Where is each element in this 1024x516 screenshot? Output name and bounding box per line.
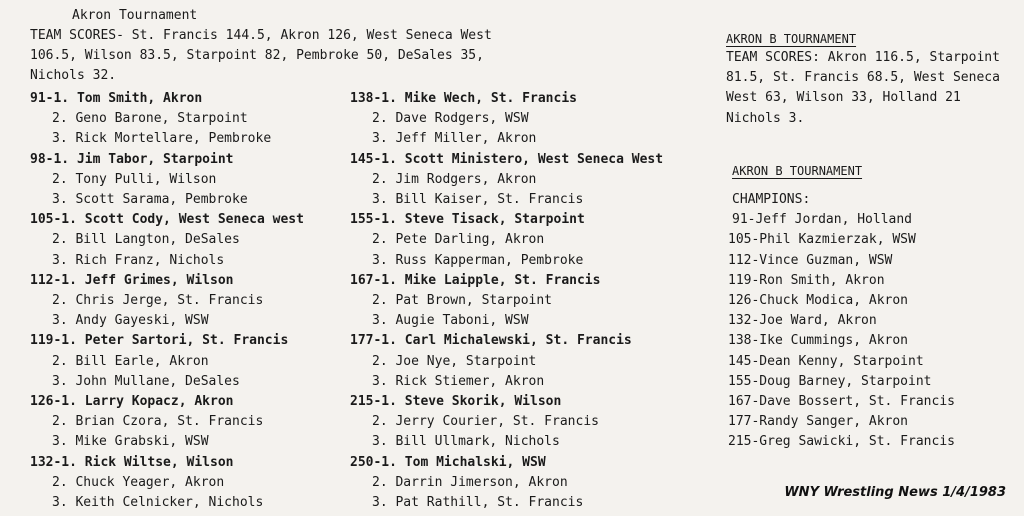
place-line: 2. Bill Langton, DeSales xyxy=(52,232,240,248)
weight-class-block xyxy=(30,210,360,271)
champion-line: 177-1. Carl Michalewski, St. Francis xyxy=(350,333,632,349)
place-line: 2. Geno Barone, Starpoint xyxy=(52,111,248,127)
place-line: 2. Joe Nye, Starpoint xyxy=(372,353,537,369)
results-column-2 xyxy=(350,89,700,513)
place-line: 3. Rick Stiemer, Akron xyxy=(372,373,545,389)
champions-label: CHAMPIONS: xyxy=(732,192,811,207)
weight-class-block xyxy=(350,271,700,332)
weight-class-block xyxy=(350,89,700,150)
weight-class-block xyxy=(350,331,700,392)
champion-entry: 167-Dave Bossert, St. Francis xyxy=(728,394,955,410)
place-line: 3. Rick Mortellare, Pembroke xyxy=(52,131,272,147)
akron-team-scores xyxy=(30,26,690,87)
akron-tournament-section xyxy=(30,0,690,87)
weight-class-block xyxy=(30,331,360,392)
place-line: 3. Bill Kaiser, St. Francis xyxy=(372,192,584,208)
champion-line: 105-1. Scott Cody, West Seneca west xyxy=(30,212,304,228)
champion-line: 126-1. Larry Kopacz, Akron xyxy=(30,394,234,410)
champion-line: 145-1. Scott Ministero, West Seneca West xyxy=(350,151,664,167)
weight-class-block xyxy=(30,150,360,211)
weight-class-block xyxy=(350,392,700,453)
place-line: 3. Jeff Miller, Akron xyxy=(372,131,537,147)
champion-entry: 126-Chuck Modica, Akron xyxy=(728,293,909,309)
akron-b-champions-section xyxy=(726,162,1016,453)
place-line: 3. Keith Celnicker, Nichols xyxy=(52,495,264,511)
champion-entry: 132-Joe Ward, Akron xyxy=(728,313,877,329)
akron-tournament-title: Akron Tournament xyxy=(72,8,198,23)
place-line: 3. Mike Grabski, WSW xyxy=(52,434,209,450)
champion-line: 250-1. Tom Michalski, WSW xyxy=(350,454,546,470)
weight-class-block xyxy=(30,392,360,453)
champion-line: 155-1. Steve Tisack, Starpoint xyxy=(350,212,585,228)
champion-line: 132-1. Rick Wiltse, Wilson xyxy=(30,454,234,470)
weight-class-block xyxy=(350,210,700,271)
champion-entry: 119-Ron Smith, Akron xyxy=(728,272,885,288)
place-line: 2. Dave Rodgers, WSW xyxy=(372,111,529,127)
akron-b-scores-line: TEAM SCORES: Akron 116.5, Starpoint xyxy=(726,50,1000,65)
champion-entry: 155-Doug Barney, Starpoint xyxy=(728,373,932,389)
champion-entry: 138-Ike Cummings, Akron xyxy=(728,333,909,349)
place-line: 2. Darrin Jimerson, Akron xyxy=(372,474,568,490)
champion-entry: 215-Greg Sawicki, St. Francis xyxy=(728,434,955,450)
champion-entry: 177-Randy Sanger, Akron xyxy=(728,414,909,430)
place-line: 2. Bill Earle, Akron xyxy=(52,353,209,369)
champion-entry: 145-Dean Kenny, Starpoint xyxy=(728,353,924,369)
place-line: 3. Andy Gayeski, WSW xyxy=(52,313,209,329)
weight-class-block xyxy=(30,271,360,332)
akron-b-scores-line: Nichols 3. xyxy=(726,110,805,126)
place-line: 3. Rich Franz, Nichols xyxy=(52,252,225,268)
champion-line: 215-1. Steve Skorik, Wilson xyxy=(350,394,562,410)
place-line: 3. John Mullane, DeSales xyxy=(52,373,240,389)
champion-line: 167-1. Mike Laipple, St. Francis xyxy=(350,272,601,288)
weight-class-block xyxy=(350,453,700,514)
akron-b-scores-section xyxy=(726,30,1016,129)
akron-b-scores-heading: AKRON B TOURNAMENT xyxy=(726,32,857,46)
place-line: 3. Bill Ullmark, Nichols xyxy=(372,434,560,450)
results-column-1 xyxy=(30,89,360,513)
champion-line: 138-1. Mike Wech, St. Francis xyxy=(350,91,577,106)
place-line: 2. Chuck Yeager, Akron xyxy=(52,474,225,490)
champion-line: 98-1. Jim Tabor, Starpoint xyxy=(30,151,234,167)
place-line: 3. Scott Sarama, Pembroke xyxy=(52,192,248,208)
akron-b-champions-heading: AKRON B TOURNAMENT xyxy=(732,164,863,178)
place-line: 2. Brian Czora, St. Francis xyxy=(52,414,264,430)
weight-class-block xyxy=(30,89,360,150)
place-line: 2. Jerry Courier, St. Francis xyxy=(372,414,599,430)
source-credit: WNY Wrestling News 1/4/1983 xyxy=(784,485,1006,500)
place-line: 2. Tony Pulli, Wilson xyxy=(52,171,217,187)
champion-line: 91-1. Tom Smith, Akron xyxy=(30,91,203,106)
team-scores-line: Nichols 32. xyxy=(30,68,117,84)
akron-b-scores-line: West 63, Wilson 33, Holland 21 xyxy=(726,90,961,106)
weight-class-block xyxy=(30,453,360,514)
place-line: 3. Russ Kapperman, Pembroke xyxy=(372,252,584,268)
weight-class-block xyxy=(350,150,700,211)
champion-entry: 105-Phil Kazmierzak, WSW xyxy=(728,232,916,248)
place-line: 2. Pat Brown, Starpoint xyxy=(372,293,553,309)
champion-entry: 112-Vince Guzman, WSW xyxy=(728,252,893,268)
place-line: 2. Jim Rodgers, Akron xyxy=(372,171,537,187)
champion-line: 112-1. Jeff Grimes, Wilson xyxy=(30,272,234,288)
place-line: 2. Chris Jerge, St. Francis xyxy=(52,293,264,309)
akron-b-scores-line: 81.5, St. Francis 68.5, West Seneca xyxy=(726,70,1000,86)
place-line: 3. Augie Taboni, WSW xyxy=(372,313,529,329)
champion-line: 119-1. Peter Sartori, St. Francis xyxy=(30,333,289,349)
team-scores-line: 106.5, Wilson 83.5, Starpoint 82, Pembroke 50, DeSales 35, xyxy=(30,48,484,64)
champion-entry: 91-Jeff Jordan, Holland xyxy=(732,212,913,228)
place-line: 3. Pat Rathill, St. Francis xyxy=(372,495,584,511)
team-scores-line: TEAM SCORES- St. Francis 144.5, Akron 126, West Seneca West xyxy=(30,28,492,43)
place-line: 2. Pete Darling, Akron xyxy=(372,232,545,248)
